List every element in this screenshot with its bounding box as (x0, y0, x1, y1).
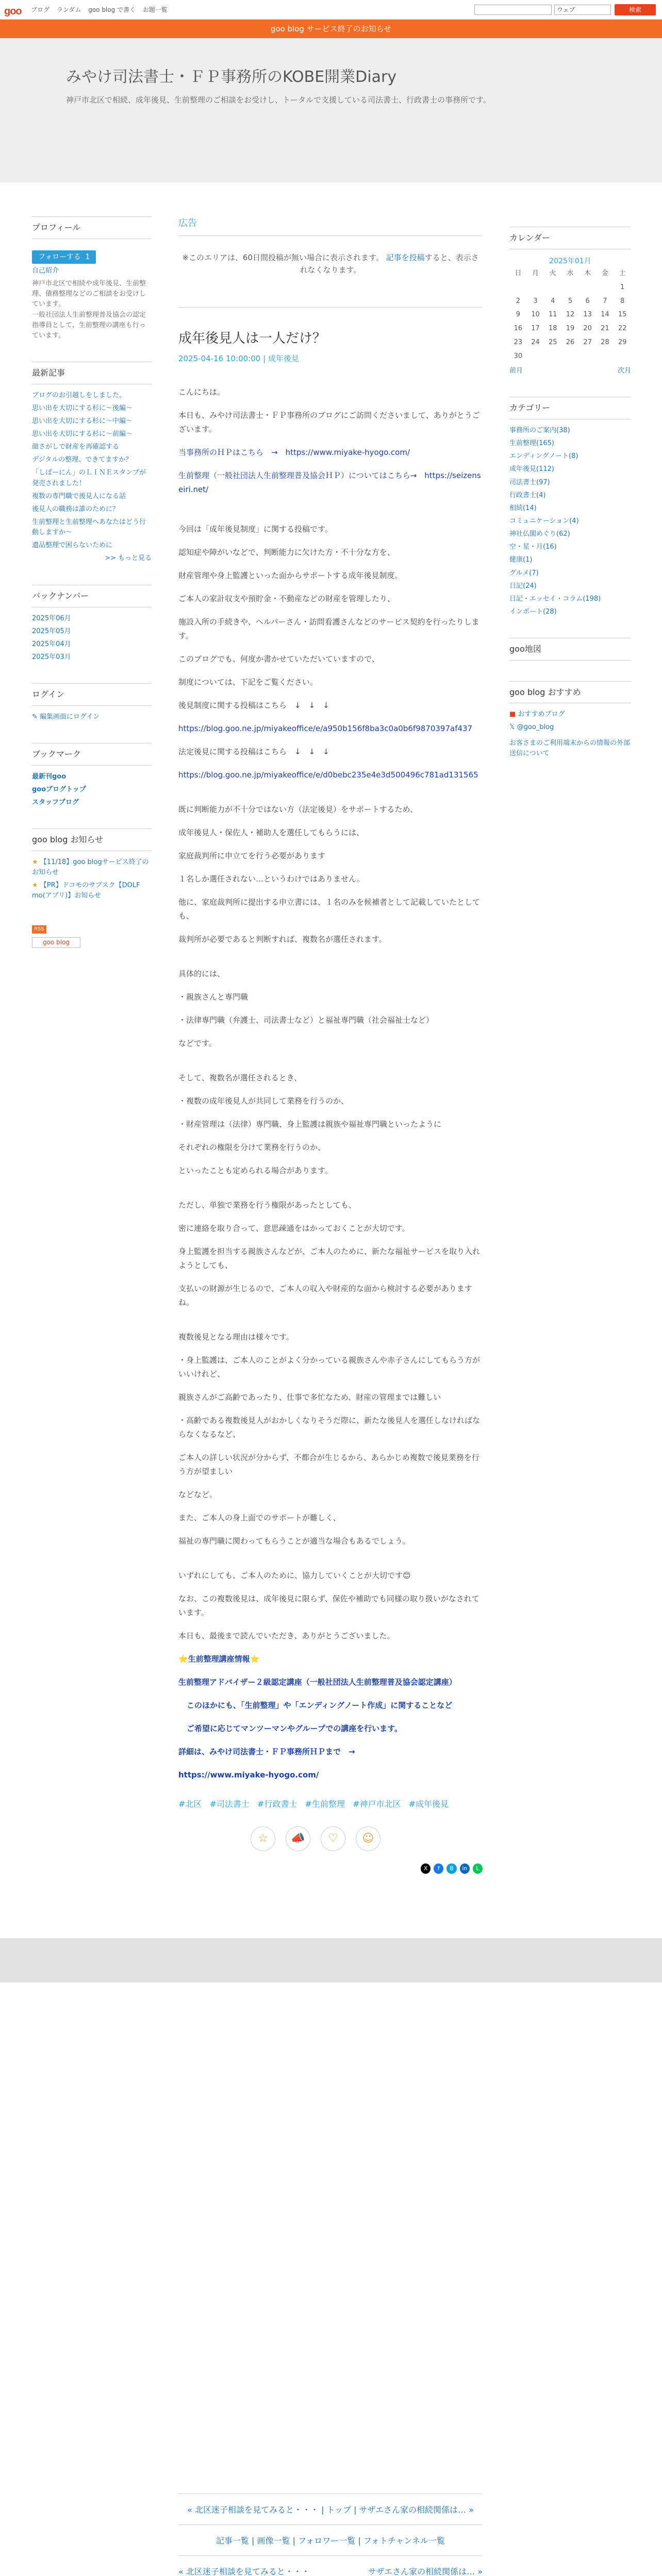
post-article-link[interactable]: 記事を投稿 (386, 252, 425, 262)
entry-tags (178, 1798, 483, 1811)
recent-post-link[interactable]: 「しばーにん」のＬＩＮＥスタンプが発売されました！ (32, 469, 146, 487)
category-link[interactable]: コミュニケーション(4) (509, 517, 579, 525)
entry-paragraph: 本日も、最後まで読んでいただき、ありがとうございました。 (178, 1631, 395, 1641)
entry-paragraph: なお、この複数後見は、成年後見に限らず、保佐や補助でも同様の取り扱いがなされています。 (178, 1594, 479, 1618)
notice-item[interactable] (32, 880, 152, 901)
follow-label[interactable]: フォローする (38, 252, 81, 261)
ad-text: ※このエリアは、60日間投稿が無い場合に表示されます。 (182, 252, 384, 262)
entry-paragraph: 身上監護を担当する親族さんなどが、ご本人のために、新たな福祉サービスを取り入れようとしても、 (178, 1247, 481, 1270)
entry-paragraph: それぞれの権限を分けて業務を行うのか、 (178, 1143, 326, 1153)
service-end-notice[interactable] (0, 20, 662, 38)
recent-post-link[interactable]: 思い出を大切にする杉に〜中編〜 (32, 417, 133, 425)
entry-meta: 2025-04-16 10:00:00 | 成年後見 (178, 354, 299, 364)
calendar-day (561, 350, 579, 364)
calendar-weekday: 土 (619, 269, 626, 277)
entry-paragraph: 複数後見となる理由は様々です。 (178, 1332, 294, 1342)
recent-post-link[interactable]: 思い出を大切にする杉に〜前編〜 (32, 430, 133, 438)
calendar-next-link[interactable]: 次月 (617, 366, 631, 375)
entry-paragraph: そして、複数名が選任されるとき、 (178, 1073, 302, 1083)
backnumber-link[interactable]: 2025年06月 (32, 614, 71, 622)
bottom-overlay (0, 1938, 662, 1982)
calendar-table (509, 267, 631, 364)
calendar-day: 29 (618, 338, 627, 346)
calendar-day: 27 (583, 338, 592, 346)
seminar-note: 詳細は、みやけ司法書士・ＦＰ事務所ＨＰまで → (178, 1747, 355, 1757)
goo-blog-badge[interactable]: goo blog (32, 937, 80, 948)
backnumber-list (32, 614, 152, 663)
recent-post-link[interactable]: 生前整理と生前整理へあなたはどう行動しますか〜 (32, 518, 146, 537)
backnumber-widget (32, 585, 152, 663)
goo-map-widget (509, 638, 631, 660)
main-column (178, 216, 483, 1874)
recent-post-link[interactable]: 後見人の職務は誰のために？ (32, 505, 120, 513)
entry-paragraph: 密に連絡を取り合って、意思疎通をはかっておくことが大切です。 (178, 1224, 410, 1233)
tag-link[interactable]: #成年後見 (408, 1799, 449, 1809)
blog-description: 神戸市北区で相続、成年後見、生前整理のご相談をお受けし、トータルで支援している司法書士、行政書士の事務所です。 (66, 95, 491, 105)
calendar-day: 10 (531, 311, 540, 319)
seminar-url[interactable]: https://www.miyake-hyogo.com/ (178, 1770, 319, 1780)
self-intro-link[interactable]: 自己紹介 (32, 266, 59, 275)
linkedin-share-icon[interactable]: in (460, 1863, 470, 1874)
star-icon: ★ (32, 881, 40, 889)
category-widget (509, 397, 631, 617)
entry-paragraph: ・高齢である複数後見人がおかしくなりそうだ際に、新たな後見人を選任しなければならなくなるなど、 (178, 1416, 481, 1439)
search-type-select[interactable]: ウェブ (554, 5, 611, 15)
star-icon: ★ (32, 858, 40, 866)
bookmark-link[interactable]: 最新刊goo (32, 772, 67, 781)
more-link[interactable]: >> もっと見る (105, 554, 152, 563)
blog-icon: ■ (509, 710, 518, 719)
category-link[interactable]: 生前整理(165) (509, 439, 554, 448)
recommend-item[interactable] (509, 722, 631, 733)
recommend-widget (509, 681, 631, 759)
widget-title: 最新記事 (32, 362, 152, 384)
recent-post-link[interactable]: ブログのお引越しをしました。 (32, 391, 126, 399)
widget-title: ログイン (32, 683, 152, 706)
category-link[interactable]: 相続(14) (509, 504, 537, 512)
smile-icon: ☺ (362, 1832, 374, 1845)
entry-paragraph: 施設入所の手続きや、ヘルパーさん・訪問看護さんなどのサービス契約を行ったりします。 (178, 617, 479, 641)
widget-title: カテゴリー (509, 397, 631, 419)
calendar-weekday: 火 (549, 269, 556, 277)
entry-paragraph: などなど。 (178, 1490, 218, 1500)
x-icon: 𝕏 (509, 723, 517, 732)
calendar-day (579, 281, 597, 295)
entry-paragraph: こんにちは。 (178, 387, 225, 397)
ad-title: 広告 (178, 216, 483, 236)
entry-paragraph: 後見制度に関する投稿はこちら ↓ ↓ ↓ (178, 701, 329, 710)
entry-pager[interactable]: « 北区迷子相談を見てみると・・・ | トップ | サザエさん家の相続関係は… » (178, 2494, 483, 2517)
reaction-buttons (251, 1826, 483, 1851)
category-list (509, 426, 631, 617)
entry-link[interactable]: 生前整理（一般社団法人生前整理普及協会ＨＰ）についてはこちら→ https://seizenseiri.net/ (178, 471, 481, 495)
calendar-day: 14 (601, 311, 609, 319)
hatena-share-icon[interactable]: B (446, 1863, 456, 1874)
calendar-day: 13 (583, 311, 592, 319)
widget-title: goo blog おすすめ (509, 681, 631, 704)
category-link[interactable]: 健康(1) (509, 556, 533, 564)
entry-date: 2025-04-16 10:00:00 (178, 354, 261, 364)
calendar-day: 30 (514, 352, 523, 360)
tag-link[interactable]: #司法書士 (209, 1799, 250, 1809)
entry-paragraph: 今回は「成年後見制度」に関する投稿です。 (178, 524, 333, 534)
seminar-link[interactable]: 生前整理アドバイザー２級認定講座（一般社団法人生前整理普及協会認定講座） (178, 1677, 457, 1687)
external-info-link[interactable]: お客さまのご利用端末からの情報の外部送信について (509, 739, 631, 757)
entry-paragraph: 既に判断能力が不十分ではない方（法定後見）をサポートするため、 (178, 805, 418, 815)
calendar-day (544, 350, 561, 364)
reaction-thanks-button[interactable] (356, 1826, 380, 1851)
share-buttons (421, 1863, 483, 1874)
calendar-day: 26 (566, 338, 575, 346)
calendar-day (579, 350, 597, 364)
entry-title[interactable]: 成年後見人は一人だけ？ (178, 330, 326, 346)
calendar-day (527, 350, 544, 364)
calendar-day: 5 (568, 297, 573, 305)
recent-post-link[interactable]: デジタルの整理、できてますか？ (32, 456, 133, 464)
notice-item[interactable] (32, 857, 152, 878)
category-link[interactable]: 成年後見(112) (509, 465, 554, 473)
calendar-month: 2025年01月 (549, 257, 591, 265)
recent-posts-list (32, 391, 152, 551)
entry-paragraph: 具体的には、 (178, 969, 225, 979)
notice-text[interactable]: goo blog サービス終了のお知らせ (270, 24, 392, 33)
entry-paragraph: ・身上監護は、ご本人のことがよく分かっている親族さんや赤子さんにしてもらう方がいいけれど、 (178, 1355, 481, 1379)
top-link[interactable]: ブログ (31, 6, 50, 13)
entry-paragraph: １名しか選任されない…というわけではありません。 (178, 874, 365, 884)
calendar-day: 2 (516, 297, 520, 305)
calendar-day (597, 281, 614, 295)
widget-title: goo地図 (509, 638, 631, 660)
calendar-day: 19 (566, 325, 575, 333)
entry-paragraph: 財産管理や身上監護といった面からサポートする成年後見制度。 (178, 571, 403, 581)
entry-category[interactable]: 成年後見 (268, 354, 299, 364)
calendar-weekday: 金 (601, 269, 608, 277)
calendar-day: 4 (551, 297, 555, 305)
calendar-day: 3 (533, 297, 538, 305)
entry-link[interactable]: 当事務所のＨＰはこちら → https://www.miyake-hyogo.com/ (178, 448, 410, 457)
entry-paragraph: 法定後見に関する投稿はこちら ↓ ↓ ↓ (178, 747, 329, 757)
entry-paragraph: ご本人の家計収支や預貯金・不動産などの財産を管理したり、 (178, 594, 395, 604)
right-sidebar (509, 227, 631, 779)
entry-paragraph: ・複数の成年後見人が共同して業務を行うのか、 (178, 1096, 349, 1106)
profile-text: 神戸市北区で相続や成年後見、生前整理、債務整理などのご相談をお受けしています。 (32, 280, 146, 309)
calendar-weekday: 木 (584, 269, 591, 277)
recent-post-link[interactable]: 顔さがしで財産を再確認する (32, 443, 120, 451)
calendar-day: 22 (618, 325, 627, 333)
prev-next-nav (178, 2555, 483, 2576)
widget-title: goo blog お知らせ (32, 828, 152, 851)
recent-posts-widget (32, 362, 152, 564)
goo-notice-widget (32, 828, 152, 901)
category-link[interactable]: 事務所のご案内(38) (509, 426, 570, 434)
top-link[interactable]: ランダム (56, 6, 81, 13)
calendar-day: 15 (618, 311, 627, 319)
calendar-weekday: 水 (567, 269, 574, 277)
calendar-day (544, 281, 561, 295)
seminar-note: ご希望に応じてマンツーマンやグループでの講座を行います。 (187, 1724, 403, 1734)
backnumber-link[interactable]: 2025年04月 (32, 640, 71, 649)
category-link[interactable]: 司法書士(97) (509, 478, 550, 486)
category-link[interactable]: エンディングノート(8) (509, 452, 578, 461)
star-icon: ☆ (258, 1832, 268, 1845)
heart-icon: ♡ (328, 1832, 338, 1845)
recent-post-link[interactable]: 複数の専門職で後見人になる話 (32, 492, 126, 500)
prev-entry-link[interactable]: « 北区迷子相談を見てみると・・・ (178, 2567, 310, 2576)
search-button[interactable]: 検索 (615, 4, 656, 15)
calendar-day: 28 (601, 338, 609, 346)
entry-paragraph: 成年後見人・保佐人・補助人を選任してもらうには、 (178, 828, 365, 838)
recent-post-link[interactable]: 思い出を大切にする杉に〜後編〜 (32, 404, 133, 412)
reaction-like-button[interactable] (251, 1826, 275, 1851)
recommend-item-label[interactable]: おすすめブログ (518, 710, 565, 719)
category-link[interactable]: グルメ(7) (509, 569, 539, 577)
widget-title: プロフィール (32, 216, 152, 239)
calendar-day: 1 (620, 283, 625, 291)
calendar-day: 24 (531, 338, 540, 346)
entry-paragraph: ・財産管理は（法律）専門職、身上監護は親族や福祉専門職といったように (178, 1120, 442, 1129)
calendar-widget (509, 227, 631, 376)
entry-paragraph: 本日も、みやけ司法書士・ＦＰ事務所のブログにご訪問くださいまして、ありがとうございます。 (178, 411, 480, 434)
x-share-icon[interactable]: X (421, 1863, 431, 1874)
recommend-item-label[interactable]: @goo_blog (517, 723, 554, 732)
category-link[interactable]: 日記(24) (509, 582, 537, 590)
tag-link[interactable]: #行政書士 (257, 1799, 297, 1809)
entry-paragraph: 家庭裁判所に申立てを行う必要があります (178, 851, 326, 861)
calendar-day: 12 (566, 311, 575, 319)
megaphone-icon: 📣 (291, 1832, 305, 1845)
category-link[interactable]: 空・星・月(16) (509, 543, 557, 551)
top-link[interactable]: goo blog で書く (88, 6, 136, 13)
login-widget (32, 683, 152, 722)
category-link[interactable]: 行政書士(4) (509, 491, 546, 499)
login-link-label[interactable]: 編集画面にログイン (40, 713, 100, 721)
backnumber-link[interactable]: 2025年05月 (32, 627, 71, 635)
blog-title[interactable]: みやけ司法書士・ＦＰ事務所のKOBE開業Diary (66, 68, 397, 86)
top-bar (0, 0, 662, 20)
calendar-day: 6 (585, 297, 590, 305)
entry-link[interactable]: https://blog.goo.ne.jp/miyakeoffice/e/a950b156f8ba3c0a0b6f9870397af437 (178, 724, 473, 734)
calendar-day: 18 (548, 325, 557, 333)
entry-link[interactable]: https://blog.goo.ne.jp/miyakeoffice/e/d0bebc235e4e3d500496c781ad131565 (178, 770, 478, 780)
calendar-day: 9 (516, 311, 520, 319)
entry-paragraph: 裁判所が必要であると判断すれば、複数名が選任されます。 (178, 935, 387, 944)
calendar-day: 11 (548, 311, 557, 319)
bookmark-list (32, 772, 152, 808)
top-link[interactable]: お題一覧 (142, 6, 168, 13)
rss-badge[interactable]: RSS (32, 925, 46, 934)
calendar-day: 23 (514, 338, 523, 346)
calendar-day: 16 (514, 325, 523, 333)
login-link[interactable] (32, 712, 152, 722)
calendar-day (614, 350, 631, 364)
calendar-prev-link[interactable]: 前月 (509, 366, 523, 375)
entry-paragraph: といったことも定められる場合があります。 (178, 1166, 333, 1176)
calendar-day (509, 281, 527, 295)
entry-body (178, 385, 483, 1643)
entry-paragraph: また、ご本人の身上面でのサポートが難しく、 (178, 1513, 341, 1523)
widget-title: ブックマーク (32, 743, 152, 766)
category-link[interactable]: インポート(28) (509, 607, 557, 616)
entry-paragraph: 認知症や障がいなどで、判断能力に欠けた方・不十分な方を、 (178, 548, 395, 557)
blog-header (0, 38, 662, 182)
next-entry-link[interactable]: サザエさん家の相続関係は… » (368, 2567, 483, 2576)
widget-title: バックナンバー (32, 585, 152, 607)
category-link[interactable]: 日記・エッセイ・コラム(198) (509, 595, 601, 603)
calendar-day: 7 (603, 297, 607, 305)
bookmark-link[interactable]: スタッフブログ (32, 798, 79, 806)
notice-item-label[interactable]: 【PR】ドコモのサブスク【DOLF mo(アプリ)】お知らせ (32, 881, 140, 900)
profile-widget (32, 216, 152, 341)
tag-link[interactable]: #生前整理 (305, 1799, 345, 1809)
list-links[interactable]: 記事一覧 | 画像一覧 | フォロワー一覧 | フォトチャンネル一覧 (178, 2524, 483, 2548)
entry-paragraph: ただし、単独で業務を行う権限があったとしても、 (178, 1200, 356, 1210)
entry-paragraph: いずれにしても、ご本人のために、協力していくことが大切です😊 (178, 1571, 411, 1581)
entry-paragraph: 親族さんがご高齢であったり、仕事で多忙なため、財産の管理までは難しい (178, 1393, 441, 1402)
widget-title: カレンダー (509, 227, 631, 249)
calendar-day: 21 (601, 325, 609, 333)
follow-count: 1 (85, 252, 90, 261)
line-share-icon[interactable]: L (473, 1863, 483, 1874)
entry-paragraph: ご本人の詳しい状況が分からず、不都合が生じるから、あらかじめ複数で後見業務を行う方が望ましい (178, 1453, 479, 1477)
entry-paragraph: 支払いの財源が生じるので、ご本人の収入や財産的な面から検討する必要がありますね。 (178, 1284, 472, 1308)
reaction-cheer-button[interactable] (286, 1826, 310, 1851)
search-input[interactable] (474, 5, 552, 15)
entry-paragraph: などです。 (178, 1039, 217, 1048)
entry-paragraph: このブログでも、何度か書かせていただいていますので、 (178, 654, 379, 664)
tag-link[interactable]: #神戸市北区 (353, 1799, 401, 1809)
calendar-day: 25 (548, 338, 557, 346)
bookmark-link[interactable]: gooブログトップ (32, 785, 86, 793)
recommend-item[interactable] (509, 709, 631, 720)
bookmark-widget (32, 743, 152, 808)
notice-item-label[interactable]: 【11/18】goo blogサービス終了のお知らせ (32, 858, 149, 876)
top-links (31, 5, 173, 15)
ad-text: すると、表示されなくなります。 (300, 252, 479, 275)
seminar-note: このほかにも、「生前整理」や「エンディングノート作成」に関することなど (187, 1701, 453, 1710)
entry-paragraph: ・親族さんと専門職 (178, 992, 249, 1002)
calendar-day: 17 (531, 325, 540, 333)
seminar-title: ⭐生前整理講座情報⭐ (178, 1654, 260, 1664)
calendar-weekday: 日 (515, 269, 522, 277)
entry-header (178, 307, 483, 365)
pencil-icon: ✎ (32, 713, 40, 721)
entry-paragraph: 福祉の専門職に関わってもらうことが適当な場合もあるでしょう。 (178, 1536, 410, 1546)
profile-text: 一般社団法人生前整理普及協会の認定指導員として、生前整理の講座も行っています。 (32, 311, 146, 340)
calendar-day: 8 (620, 297, 625, 305)
calendar-weekday: 月 (532, 269, 539, 277)
ad-notice (178, 251, 483, 276)
calendar-day (527, 281, 544, 295)
entry-paragraph: ・法律専門職（弁護士、司法書士など）と福祉専門職（社会福祉士など） (178, 1015, 434, 1025)
entry-paragraph: 制度については、下記をご覧ください。 (178, 677, 318, 687)
category-link[interactable]: 神社仏閣めぐり(62) (509, 530, 570, 538)
entry-paragraph: 他に、家庭裁判所に提出する申立書には、１名のみを候補者として記載していたとしても、 (178, 897, 481, 921)
tag-link[interactable]: #北区 (178, 1799, 202, 1809)
facebook-share-icon[interactable]: f (434, 1863, 443, 1874)
backnumber-link[interactable]: 2025年03月 (32, 653, 71, 662)
reaction-ganbare-button[interactable] (321, 1826, 345, 1851)
calendar-day: 20 (583, 325, 592, 333)
left-sidebar (32, 216, 152, 948)
goo-logo[interactable]: goo (4, 6, 22, 17)
follow-button[interactable] (32, 250, 96, 264)
calendar-day (597, 350, 614, 364)
calendar-day (561, 281, 579, 295)
recent-post-link[interactable]: 遺品整理で困らないために (32, 541, 113, 550)
